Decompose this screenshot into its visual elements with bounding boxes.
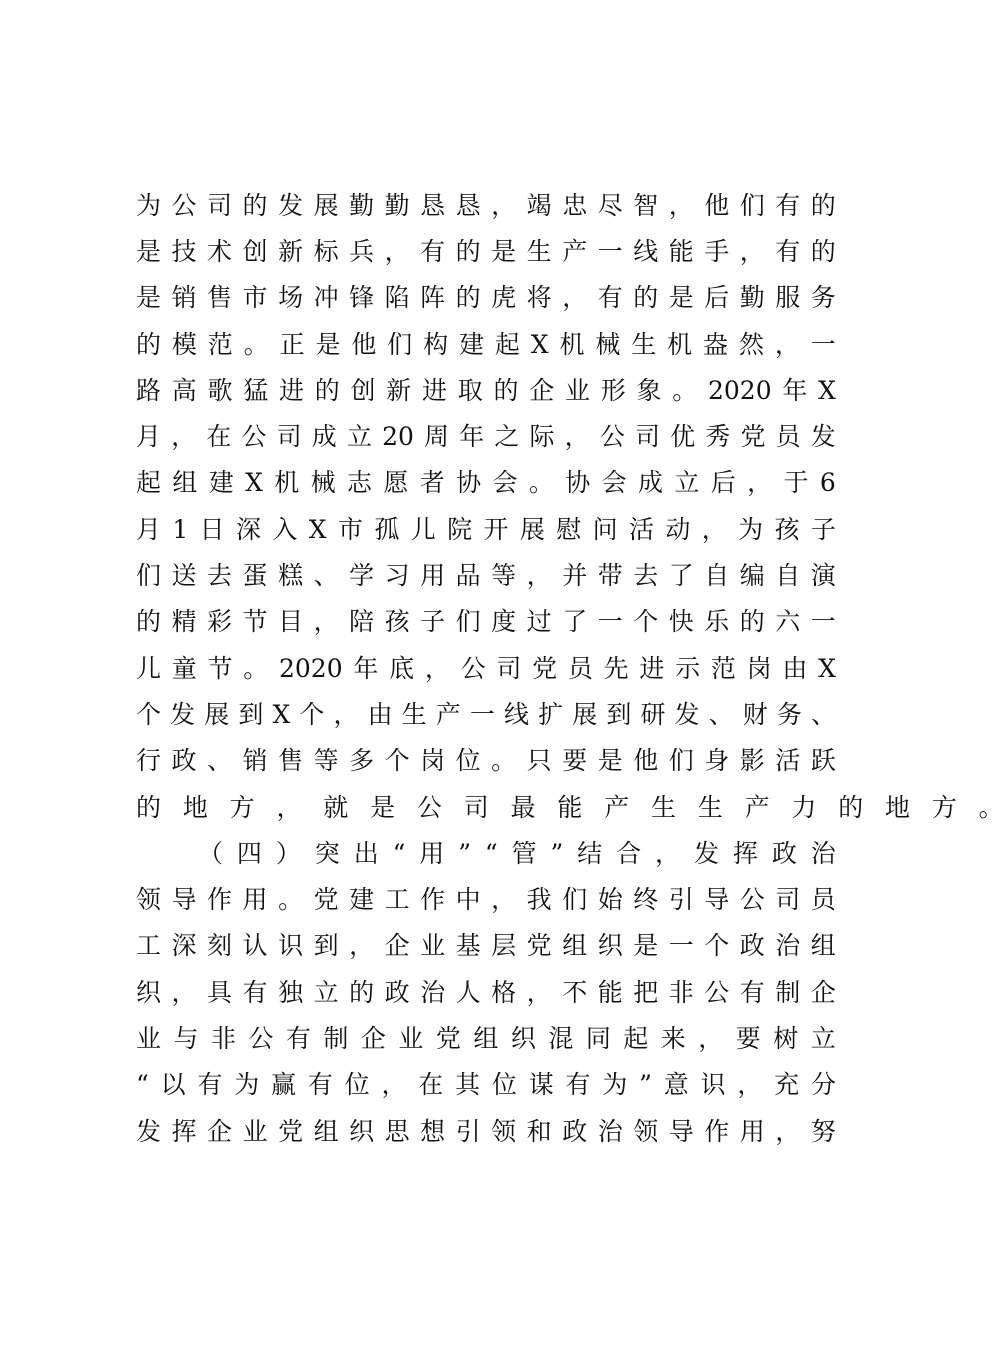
text-line: 的 模 范 。 正 是 他 们 构 建 起 X 机 械 生 机 盎 然 ， 一 (136, 329, 836, 359)
text-line: 的 地 方 ， 就 是 公 司 最 能 产 生 生 产 力 的 地 方 。 (136, 792, 1004, 822)
text-line: 儿 童 节 。 2020 年 底 ， 公 司 党 员 先 进 示 范 岗 由 X (136, 653, 836, 683)
text-line: 的 精 彩 节 目 ， 陪 孩 子 们 度 过 了 一 个 快 乐 的 六 一 (136, 607, 836, 637)
text-line: “ 以 有 为 赢 有 位 ， 在 其 位 谋 有 为 ” 意 识 ， 充 分 (136, 1070, 836, 1100)
text-line: 为 公 司 的 发 展 勤 勤 恳 恳 ， 竭 忠 尽 智 ， 他 们 有 的 (136, 190, 836, 220)
text-line: 起 组 建 X 机 械 志 愿 者 协 会 。 协 会 成 立 后 ， 于 6 (136, 468, 836, 498)
text-line: 工 深 刻 认 识 到 ， 企 业 基 层 党 组 织 是 一 个 政 治 组 (136, 931, 836, 961)
text-line: （ 四 ） 突 出 “ 用 ” “ 管 ” 结 合 ， 发 挥 政 治 (198, 838, 836, 868)
text-line: 们 送 去 蛋 糕 、 学 习 用 品 等 ， 并 带 去 了 自 编 自 演 (136, 561, 836, 591)
body-text (136, 182, 1004, 1154)
text-line: 发 挥 企 业 党 组 织 思 想 引 领 和 政 治 领 导 作 用 ， 努 (136, 1116, 836, 1146)
text-line: 织 ， 具 有 独 立 的 政 治 人 格 ， 不 能 把 非 公 有 制 企 (136, 977, 836, 1007)
text-line: 业 与 非 公 有 制 企 业 党 组 织 混 同 起 来 ， 要 树 立 (136, 1023, 836, 1053)
text-line: 是 销 售 市 场 冲 锋 陷 阵 的 虎 将 ， 有 的 是 后 勤 服 务 (136, 283, 836, 313)
text-line: 路 高 歌 猛 进 的 创 新 进 取 的 企 业 形 象 。 2020 年 X (136, 375, 836, 405)
text-line: 行 政 、 销 售 等 多 个 岗 位 。 只 要 是 他 们 身 影 活 跃 (136, 746, 836, 776)
text-line: 个 发 展 到 X 个 ， 由 生 产 一 线 扩 展 到 研 发 、 财 务 、 (136, 699, 836, 729)
text-line: 领 导 作 用 。 党 建 工 作 中 ， 我 们 始 终 引 导 公 司 员 (136, 885, 836, 915)
text-line: 月 1 日 深 入 X 市 孤 儿 院 开 展 慰 问 活 动 ， 为 孩 子 (136, 514, 836, 544)
text-line: 是 技 术 创 新 标 兵 ， 有 的 是 生 产 一 线 能 手 ， 有 的 (136, 236, 836, 266)
text-line: 月 ， 在 公 司 成 立 20 周 年 之 际 ， 公 司 优 秀 党 员 发 (136, 422, 836, 452)
